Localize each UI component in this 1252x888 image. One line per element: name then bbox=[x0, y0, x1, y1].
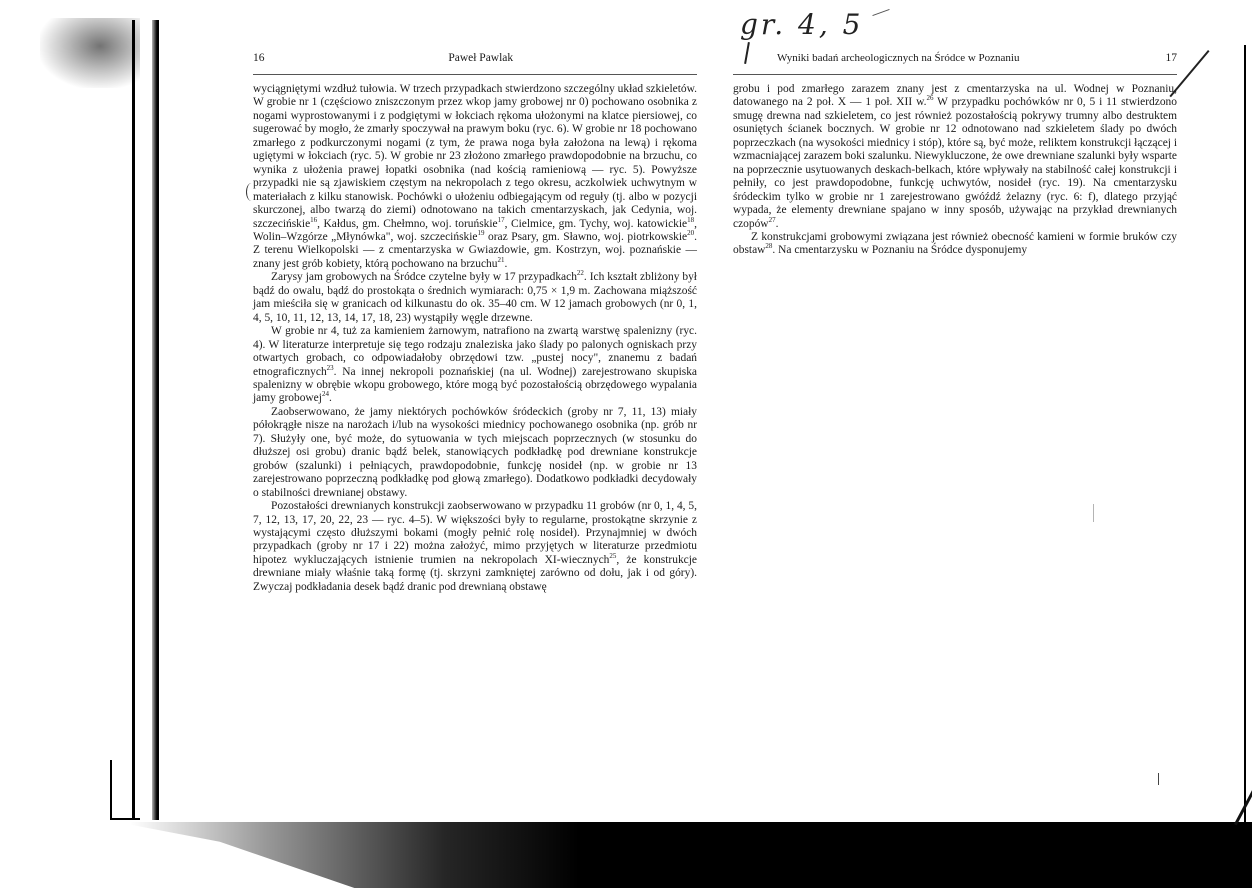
scan-speck bbox=[1158, 773, 1159, 785]
footnote-ref: 27 bbox=[768, 215, 776, 224]
scan-page-edge bbox=[110, 760, 112, 818]
footnote-ref: 26 bbox=[926, 94, 934, 103]
footnote-ref: 20 bbox=[687, 229, 695, 238]
running-head bbox=[253, 52, 697, 75]
body-text bbox=[253, 83, 697, 594]
paragraph: Pozostałości drewnianych konstrukcji zaobserwowano w przypadku 11 grobów (nr 0, 1, 4, 5, 7, 12, 13, 17, 20, 22, 23 — ryc. 4–5). W większości były to regularne, prostokątne skrzynie z wystającymi często dłuższymi bokami (mogły pełnić rolę nosideł). Przynajmniej w dwóch przypadkach (groby nr 17 i 22) można założyć, mimo przyjętych w literaturze przedmiotu hipotez wykluczających istnienie trumien na nekropolach XI-wiecznych$^{25}$, że konstrukcje drewniane miały właśnie taką formę (tj. skrzyni zamkniętej zarówno od dołu, jak i od góry). Zwyczaj podkładania desek bądź dranic pod drewnianą obstawę bbox=[253, 500, 697, 593]
scan-fold-line bbox=[1234, 780, 1252, 826]
footnote-ref: 19 bbox=[477, 229, 485, 238]
scan-right-edge bbox=[1244, 45, 1246, 825]
scan-speck bbox=[1093, 504, 1094, 522]
footnote-ref: 18 bbox=[687, 215, 695, 224]
handwritten-note: gr. 4, 5 bbox=[740, 8, 864, 41]
footnote-ref: 22 bbox=[576, 269, 584, 278]
scan-page-edge bbox=[110, 818, 140, 820]
scan-smudge bbox=[40, 18, 140, 88]
right-page bbox=[733, 52, 1177, 258]
page-number: 17 bbox=[1165, 52, 1177, 64]
body-text bbox=[733, 83, 1177, 258]
paragraph: W grobie nr 4, tuż za kamieniem żarnowym, natrafiono na zwartą warstwę spalenizny (ryc. 4). W literaturze interpretuje się tego rodzaju znaleziska jako ślady po palonych ogniskach przy otwartych grobach, co odpowiadałoby obrzędowi tzw. „pustej nocy", znanemu z badań etnograficznych$^{23}$. Na innej nekropoli poznańskiej (na ul. Wodnej) zarejestrowano skupiska spalenizny w obrębie wkopu grobowego, które mogą być pozostałością obrzędowego wypalania jamy grobowej$^{24}$. bbox=[253, 325, 697, 405]
page-number: 16 bbox=[253, 52, 265, 64]
scan-binding-shadow bbox=[152, 20, 159, 820]
paragraph: wyciągniętymi wzdłuż tułowia. W trzech przypadkach stwierdzono szczególny układ szkieletów. W grobie nr 1 (częściowo zniszczonym przez wkop jamy grobowej nr 0) pochowano osobnika z nogami wyprostowanymi i z podgiętymi w łokciach rękoma ułożonymi na klatce piersiowej, co sugerować by mogło, że zmarły spoczywał na prawym boku (ryc. 6). W grobie nr 18 pochowano zmarłego z podkurczonymi nogami (z tym, że prawa noga była założona na lewą) i rękoma ugiętymi w łokciach (ryc. 5). W grobie nr 23 złożono zmarłego prawdopodobnie na brzuchu, co wynika z ułożenia prawej łopatki osobnika (nad kością ramieniową — ryc. 5). Powyższe przypadki nie są zjawiskiem częstym na nekropolach z tego okresu, aczkolwiek uchwytnym w materiałach z kilku stanowisk. Pochówki o ułożeniu odbiegającym od reguły (tj. albo w pozycji skurczonej, albo twarzą do ziemi) odnotowano na takich cmentarzyskach, jak Cedynia, woj. szczecińskie$^{16}$, Kałdus, gm. Chełmno, woj. toruńskie$^{17}$, Cielmice, gm. Tychy, woj. katowickie$^{18}$, Wolin–Wzgórze „Młynówka", woj. szczecińskie$^{19}$ oraz Psary, gm. Sławno, woj. piotrkowskie$^{20}$. Z terenu Wielkopolski — z cmentarzyska w Gwiazdowie, gm. Kostrzyn, woj. poznańskie — znany jest grób kobiety, którą pochowano na brzuchu$^{21}$. bbox=[253, 83, 697, 270]
footnote-ref: 17 bbox=[497, 215, 505, 224]
paragraph: Zaobserwowano, że jamy niektórych pochówków śródeckich (groby nr 7, 11, 13) miały półokrągłe nisze na narożach i/lub na wysokości miednicy pochowanego osobnika (np. grób nr 7). Służyły one, być może, do sytuowania w tych miejscach poprzecznych (w stosunku do dłuższej osi grobu) dranic bądź belek, stanowiących podkładkę pod drewniane konstrukcje grobów (szalunki) i pełniących, prawdopodobnie, funkcję nosideł (np. w grobie nr 13 zarejestrowano poprzeczną podkładkę pod głową zmarłego). Dodatkowo podkładki decydowały o stabilności drewnianej obstawy. bbox=[253, 405, 697, 499]
footnote-ref: 25 bbox=[609, 552, 617, 561]
paragraph: Zarysy jam grobowych na Śródce czytelne były w 17 przypadkach$^{22}$. Ich kształt zbliżony był bądź do owalu, bądź do prostokąta o średnich wymiarach: 0,75 × 1,9 m. Zachowana miąższość jam mieściła się w granicach od kilkunastu do ok. 35–40 cm. W 12 jamach grobowych (nr 0, 1, 4, 5, 10, 11, 12, 13, 14, 17, 18, 23) wystąpiły węgle drzewne. bbox=[253, 269, 697, 324]
footnote-ref: 23 bbox=[326, 363, 334, 372]
footnote-ref: 21 bbox=[497, 256, 505, 265]
footnote-ref: 28 bbox=[765, 242, 773, 251]
footnote-ref: 16 bbox=[310, 215, 318, 224]
running-head-author: Paweł Pawlak bbox=[448, 52, 514, 64]
scan-bottom-shadow bbox=[130, 822, 1252, 888]
scan-binding-edge bbox=[132, 20, 135, 820]
left-page bbox=[253, 52, 697, 594]
running-head-title: Wyniki badań archeologicznych na Śródce w Poznaniu bbox=[777, 52, 1020, 64]
paragraph: grobu i pod zmarłego zarazem znany jest z cmentarzyska na ul. Wodnej w Poznaniu, datowanego na 2 poł. X — 1 poł. XII w.$^{26}$ W przypadku pochówków nr 0, 5 i 11 stwierdzono smugę drewna nad szkieletem, co jest również pozostałością pokrywy trumny albo destruktem osuniętych ścianek bocznych. W grobie nr 12 odnotowano nad szkieletem ślady po dwóch poprzeczkach (na wysokości miednicy i stóp), które są, być może, reliktem konstrukcji łączącej i wzmacniającej zarazem boki szalunku. Niewykluczone, że owe drewniane szalunki były wsparte na poprzecznie usytuowanych deskach-belkach, które wpływały na stabilność całej konstrukcji i pełniły, co jest prawdopodobne, funkcję uchwytów, nosideł (ryc. 19). Na cmentarzysku śródeckim tylko w grobie nr 1 zarejestrowano gwóźdź żelazny (ryc. 6: f), dlatego przyjąć wypada, że elementy drewniane spajano w inny sposób, używając na przykład drewnianych czopów$^{27}$. bbox=[733, 83, 1177, 230]
handwritten-stroke bbox=[872, 9, 889, 16]
running-head bbox=[733, 52, 1177, 75]
footnote-ref: 24 bbox=[321, 390, 329, 399]
paragraph: Z konstrukcjami grobowymi związana jest również obecność kamieni w formie bruków czy obstaw$^{28}$. Na cmentarzysku w Poznaniu na Śródce dysponujemy bbox=[733, 230, 1177, 257]
